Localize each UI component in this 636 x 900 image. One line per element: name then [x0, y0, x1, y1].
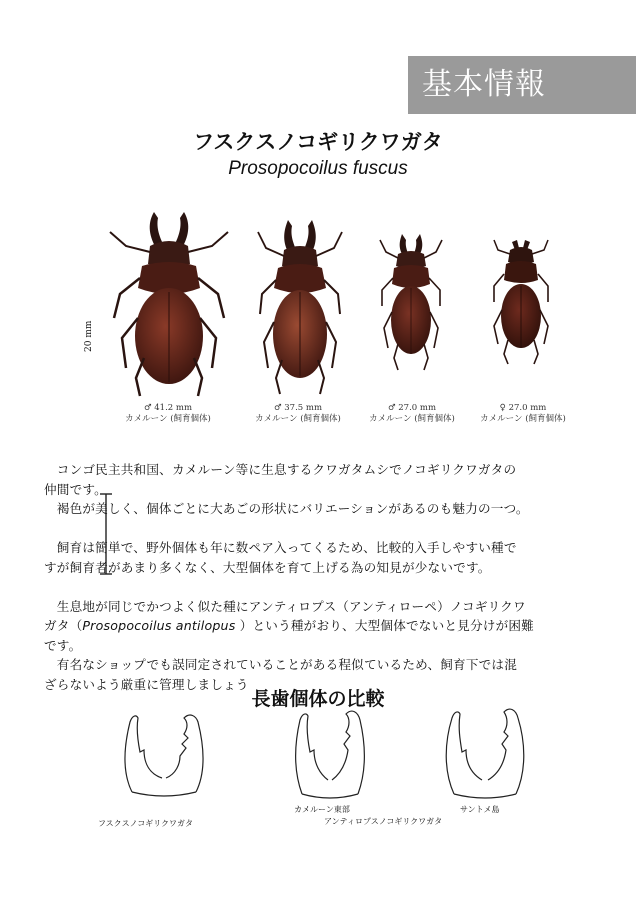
- specimen-origin: カメルーン (飼育個体): [369, 414, 455, 424]
- specimen-caption-3: [362, 403, 462, 425]
- label-sao-tome: サントメ島: [460, 805, 500, 814]
- comparison-heading: 長歯個体の比較: [251, 688, 385, 710]
- specimen-caption-1: [118, 403, 218, 425]
- beetle-specimen-3: [376, 232, 446, 372]
- scale-label: 20 mm: [84, 320, 94, 352]
- label-fuscus: フスクスノコギリクワガタ: [98, 819, 194, 828]
- specimen-size: ♀ 27.0 mm: [499, 403, 547, 413]
- paragraph-3-line-1: 飼育は簡単で、野外個体も年に数ペア入ってくるため、比較的入手しやすい種で: [56, 540, 517, 555]
- specimen-origin: カメルーン (飼育個体): [125, 414, 211, 424]
- paragraph-1-line-1: コンゴ民主共和国、カメルーン等に生息するクワガタムシでノコギリクワガタの: [56, 462, 517, 477]
- specimen-origin: カメルーン (飼育個体): [480, 414, 566, 424]
- paragraph-3-line-2: すが飼育者があまり多くなく、大型個体を育て上げる為の知見が少ないです。: [44, 559, 491, 575]
- specimen-origin: カメルーン (飼育個体): [255, 414, 341, 424]
- specimen-size: ♂ 41.2 mm: [143, 403, 193, 413]
- page-title: フスクスノコギリクワガタ: [193, 130, 443, 154]
- specimen-size: ♂ 37.5 mm: [273, 403, 323, 413]
- beetle-specimen-2: [252, 218, 348, 396]
- species-name-antilopus: Prosopocoilus antilopus: [82, 618, 236, 633]
- paragraph-4-line-2: ガタ（Prosopocoilus antilopus ）という種がおり、大型個体でないと見分けが困難: [44, 618, 534, 633]
- specimen-caption-2: [248, 403, 348, 425]
- paragraph-5-line-2: ざらないよう厳重に管理しましょう: [44, 676, 249, 692]
- specimen-caption-4: [468, 403, 578, 425]
- paragraph-1-line-2: 仲間です。: [44, 481, 107, 497]
- mandible-drawing-sao-tome: [440, 706, 530, 800]
- paragraph-5-line-1: 有名なショップでも誤同定されていることがある程似ているため、飼育下では混: [56, 657, 517, 672]
- mandible-drawing-cameroon-east: [290, 708, 370, 800]
- mandible-drawing-fuscus: [118, 712, 210, 798]
- paragraph-4-line-3: です。: [44, 637, 82, 653]
- label-antilopus: アンティロプスノコギリクワガタ: [324, 817, 443, 826]
- section-tab-basic-info: 基本情報: [408, 56, 636, 114]
- paragraph-4-line-1: 生息地が同じでかつよく似た種にアンティロプス（アンティローペ）ノコギリクワ: [56, 598, 526, 614]
- specimen-size: ♂ 27.0 mm: [387, 403, 437, 413]
- scientific-name: Prosopocoilus fuscus: [228, 158, 408, 179]
- label-cameroon-east: カメルーン東部: [294, 805, 350, 814]
- paragraph-2: 褐色が美しく、個体ごとに大あごの形状にバリエーションがあるのも魅力の一つ。: [56, 501, 529, 516]
- beetle-specimen-4: [488, 236, 554, 366]
- beetle-specimen-1: [104, 208, 234, 398]
- description: [44, 460, 604, 694]
